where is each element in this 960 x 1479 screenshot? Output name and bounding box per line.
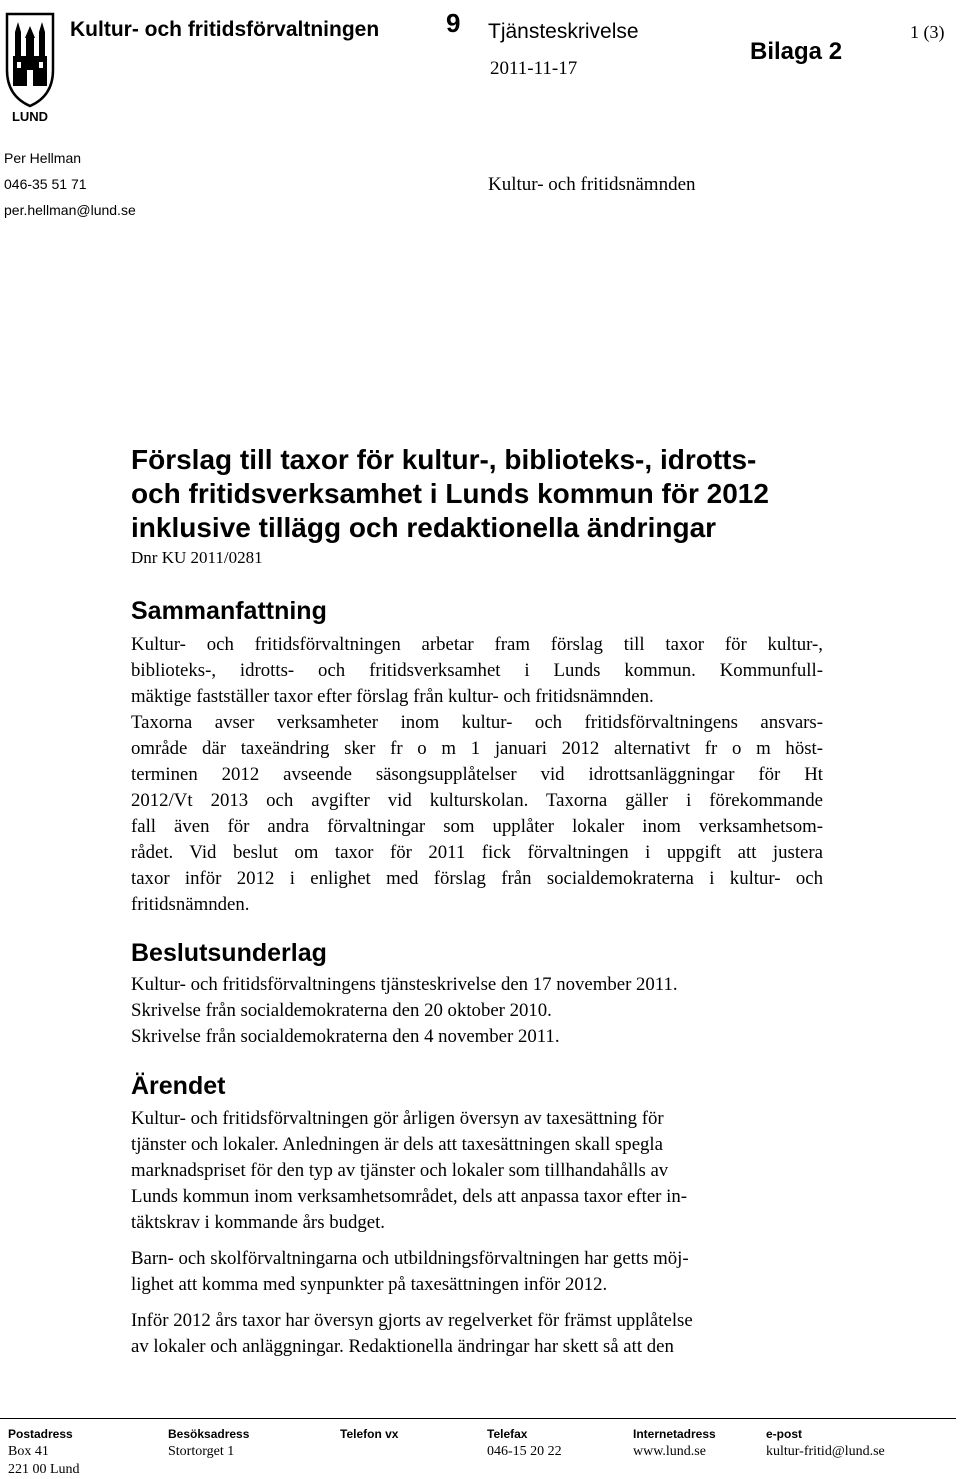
title-line: och fritidsverksamhet i Lunds kommun för 2012 — [131, 478, 769, 509]
summary-paragraph — [131, 632, 823, 918]
text-line: biblioteks-, idrotts- och fritidsverksamhet i Lunds kommun. Kommunfull- — [131, 660, 823, 681]
contact-name: Per Hellman — [4, 150, 82, 166]
footer-value: Box 41 — [8, 1444, 49, 1459]
page-number: 1 (3) — [910, 22, 945, 42]
matter-paragraph-3 — [131, 1308, 823, 1360]
section-heading-matter: Ärendet — [131, 1072, 226, 1100]
attachment-label: Bilaga 2 — [750, 38, 843, 65]
document-type: Tjänsteskrivelse — [488, 20, 639, 43]
text-line: fall även för andra förvaltningar som upplåter lokaler inom verksamhetsom- — [131, 816, 823, 837]
text-line: rådet. Vid beslut om taxor för 2011 fick förvaltningen i uppgift att justera — [131, 842, 823, 863]
contact-phone: 046-35 51 71 — [4, 176, 87, 192]
footer-label: Telefon vx — [340, 1427, 399, 1441]
footer-value: Stortorget 1 — [168, 1444, 235, 1459]
matter-paragraph-2 — [131, 1246, 823, 1298]
footer-label: Internetadress — [633, 1427, 716, 1441]
list-item: Skrivelse från socialdemokraterna den 20 oktober 2010. — [131, 1000, 552, 1021]
text-line: Lunds kommun inom verksamhetsområdet, dels att anpassa taxor efter in- — [131, 1186, 687, 1207]
footer-label: e-post — [766, 1427, 802, 1441]
text-line: terminen 2012 avseende säsongsupplåtelser vid idrottsanläggningar för Ht — [131, 764, 823, 785]
contact-email[interactable]: per.hellman@lund.se — [4, 202, 136, 218]
text-line: taxor inför 2012 i enlighet med förslag från socialdemokraterna i kultur- och — [131, 868, 823, 889]
title-line: Förslag till taxor för kultur-, biblioteks-, idrotts- — [131, 444, 757, 475]
text-line: mäktige fastställer taxor efter förslag från kultur- och fritidsnämnden. — [131, 686, 654, 707]
lund-coat-of-arms-logo — [4, 10, 56, 122]
document-date: 2011-11-17 — [490, 58, 578, 79]
footer-label: Telefax — [487, 1427, 528, 1441]
section-heading-summary: Sammanfattning — [131, 597, 327, 625]
text-line: marknadspriset för den typ av tjänster och lokaler som tillhandahålls av — [131, 1160, 669, 1181]
list-item: Kultur- och fritidsförvaltningens tjänsteskrivelse den 17 november 2011. — [131, 974, 678, 995]
footer-phone — [340, 1425, 398, 1443]
text-line: Barn- och skolförvaltningarna och utbildningsförvaltningen har getts möj- — [131, 1248, 689, 1269]
footer-web-link[interactable]: www.lund.se — [633, 1444, 706, 1459]
footer-visit-address — [168, 1425, 249, 1461]
case-number: Dnr KU 2011/0281 — [131, 548, 263, 567]
footer-fax — [487, 1425, 562, 1461]
footer-email — [766, 1425, 885, 1461]
matter-paragraph-1 — [131, 1106, 823, 1236]
document-number: 9 — [446, 8, 461, 38]
list-item: Skrivelse från socialdemokraterna den 4 november 2011. — [131, 1026, 560, 1047]
text-line: av lokaler och anläggningar. Redaktionella ändringar har skett så att den — [131, 1336, 674, 1357]
text-line: Inför 2012 års taxor har översyn gjorts av regelverket för främst upplåtelse — [131, 1310, 693, 1331]
logo-wordmark: LUND — [11, 109, 49, 122]
footer-value: 046-15 20 22 — [487, 1444, 562, 1459]
text-line: fritidsnämnden. — [131, 894, 250, 915]
footer-label: Postadress — [8, 1427, 73, 1441]
department-name: Kultur- och fritidsförvaltningen — [70, 18, 380, 41]
footer-divider — [0, 1418, 956, 1419]
text-line: Kultur- och fritidsförvaltningen arbetar fram förslag till taxor för kultur-, — [131, 634, 823, 655]
footer-email-link[interactable]: kultur-fritid@lund.se — [766, 1444, 885, 1459]
text-line: tjänster och lokaler. Anledningen är dels att taxesättningen skall spegla — [131, 1134, 663, 1155]
text-line: Taxorna avser verksamheter inom kultur- och fritidsförvaltningens ansvars- — [131, 712, 823, 733]
text-line: 2012/Vt 2013 och avgifter vid kulturskolan. Taxorna gäller i förekommande — [131, 790, 823, 811]
footer-value: 221 00 Lund — [8, 1462, 80, 1477]
basis-list — [131, 972, 823, 1050]
footer-label: Besöksadress — [168, 1427, 250, 1441]
title-line: inklusive tillägg och redaktionella ändringar — [131, 512, 717, 543]
footer-postal-address — [8, 1425, 80, 1479]
recipient: Kultur- och fritidsnämnden — [488, 174, 696, 195]
footer-web — [633, 1425, 716, 1461]
text-line: område där taxeändring sker fr o m 1 januari 2012 alternativt fr o m höst- — [131, 738, 823, 759]
text-line: lighet att komma med synpunkter på taxesättningen inför 2012. — [131, 1274, 608, 1295]
text-line: Kultur- och fritidsförvaltningen gör årligen översyn av taxesättning för — [131, 1108, 664, 1129]
text-line: täktskrav i kommande års budget. — [131, 1212, 386, 1233]
section-heading-basis: Beslutsunderlag — [131, 939, 327, 967]
